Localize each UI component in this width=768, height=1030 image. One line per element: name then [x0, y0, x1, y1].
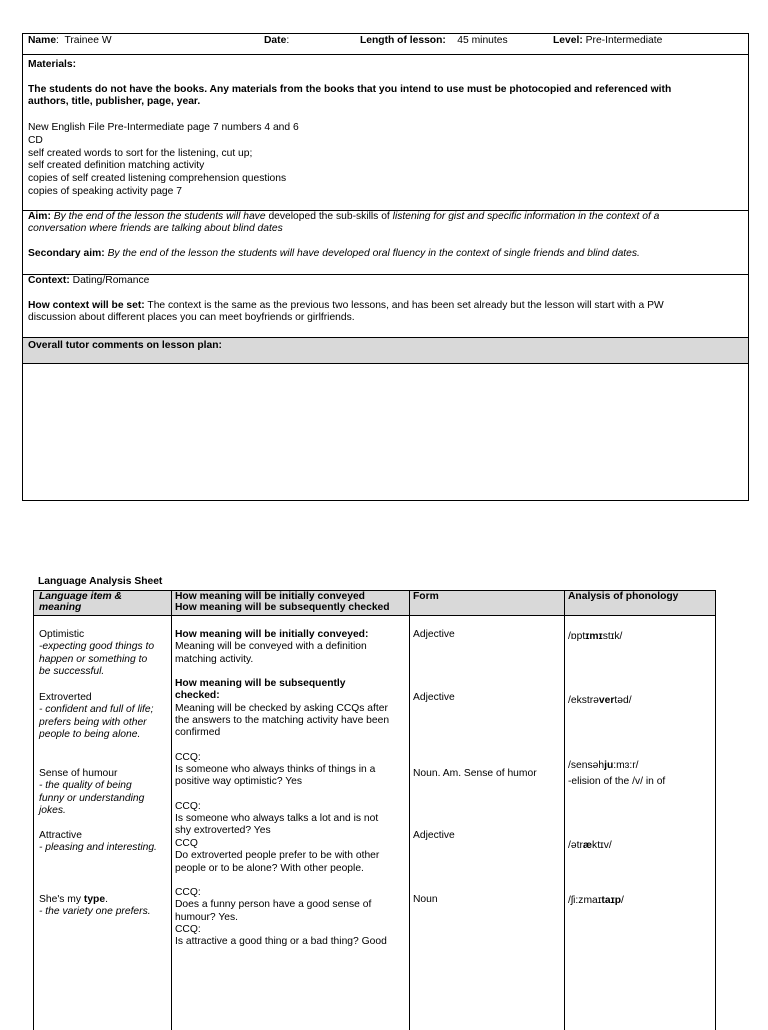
ccq-text: Is attractive a good thing or a bad thing? Good [175, 936, 387, 948]
form-cell: Adjective [413, 830, 455, 841]
stressed-syllable: ju [604, 760, 614, 771]
name-value: Trainee W [64, 35, 112, 46]
ccq-text: Is someone who always talks a lot and is not [175, 813, 379, 825]
item-term: Extroverted [39, 692, 92, 703]
header-meaning-checked: How meaning will be subsequently checked [175, 602, 390, 613]
materials-notice-line-1: The students do not have the books. Any materials from the books that you intend to use must be photocopied and referenced with [28, 84, 672, 95]
ccq-text: CCQ: [175, 923, 201, 935]
item-definition: - the quality of being [39, 780, 132, 792]
secondary-aim-text: By the end of the lesson the students will have developed oral fluency in the context of single friends and blind dates. [107, 248, 640, 259]
phonology-cell [568, 760, 639, 772]
date-field: Date: [264, 35, 290, 46]
phoneme: /ekstrə [568, 695, 599, 706]
item-term [39, 894, 169, 906]
header-language-item: Language item & [39, 591, 122, 602]
materials-item: copies of self created listening comprehension questions [28, 173, 287, 184]
meaning-method [175, 629, 407, 949]
ccq-text: CCQ [175, 837, 198, 849]
checked-heading: How meaning will be subsequently [175, 678, 346, 690]
column-divider [171, 591, 172, 1030]
level-field: Level: Pre-Intermediate [553, 35, 663, 46]
phoneme: /ɒpt [568, 631, 586, 642]
item-definition: prefers being with other [39, 716, 147, 728]
language-item [39, 830, 169, 855]
stressed-syllable: ɪmɪ [585, 631, 603, 642]
aim-text: listening for gist and specific information in the context of a [392, 211, 660, 222]
method-text: Meaning will be conveyed with a definition [175, 641, 367, 653]
phonology-cell [568, 895, 624, 907]
item-definition: - pleasing and interesting. [39, 842, 157, 854]
date-label: Date [264, 35, 287, 46]
item-term: Attractive [39, 830, 82, 841]
materials-item: New English File Pre-Intermediate page 7 numbers 4 and 6 [28, 122, 299, 133]
ccq-text: CCQ: [175, 886, 201, 898]
aim-label: Aim: [28, 211, 51, 222]
secondary-aim [28, 248, 640, 260]
secondary-aim-label: Secondary aim: [28, 248, 105, 259]
ccq-text: CCQ: [175, 751, 201, 763]
tutor-comments-header [23, 337, 748, 364]
term-suffix: . [105, 894, 108, 905]
checked-heading: checked: [175, 690, 220, 702]
phoneme: ktɪv/ [592, 840, 612, 851]
materials-item: CD [28, 135, 43, 146]
column-divider [564, 591, 565, 1030]
column-divider [409, 591, 410, 1030]
phoneme: təd/ [614, 695, 632, 706]
item-term: Sense of humour [39, 768, 118, 779]
language-item [39, 894, 169, 919]
length-value: 45 minutes [457, 35, 508, 46]
level-label: Level [553, 35, 580, 46]
phoneme: stɪk/ [602, 631, 623, 642]
lesson-plan-table [22, 33, 749, 501]
header-meaning-conveyed: How meaning will be initially conveyed [175, 591, 365, 602]
phonology-cell [568, 695, 632, 707]
form-cell: Adjective [413, 692, 455, 703]
phonology-note: -elision of the /v/ in of [568, 776, 666, 787]
phoneme: /sensəh [568, 760, 605, 771]
context-set-text: The context is the same as the previous two lessons, and has been set already but the lesson will start with a PW [147, 300, 664, 311]
method-text: confirmed [175, 727, 221, 739]
term-bold: type [83, 894, 106, 905]
item-definition: jokes. [39, 805, 66, 817]
header-phonology: Analysis of phonology [568, 591, 679, 602]
ccq-text: Is someone who always thinks of things in a [175, 764, 376, 776]
item-term: Optimistic [39, 629, 85, 640]
phonology-cell [568, 631, 622, 643]
item-definition: happen or something to [39, 653, 148, 665]
materials-heading: Materials: [28, 59, 77, 70]
header-form: Form [413, 591, 439, 602]
name-field: Name: Trainee W [28, 35, 112, 46]
ccq-text: shy extroverted? Yes [175, 825, 271, 837]
materials-item: copies of speaking activity page 7 [28, 186, 182, 197]
form-cell: Noun. Am. Sense of humor [413, 768, 537, 779]
item-definition: -expecting good things to [39, 641, 155, 653]
materials-item: self created words to sort for the listening, cut up; [28, 148, 253, 159]
ccq-text: positive way optimistic? Yes [175, 776, 303, 788]
form-cell: Noun [413, 894, 438, 905]
method-text: matching activity. [175, 653, 254, 665]
length-field: Length of lesson: 45 minutes [360, 35, 508, 46]
analysis-sheet-title: Language Analysis Sheet [38, 576, 163, 587]
phoneme: /ətr [568, 840, 583, 851]
stressed-syllable: æ [582, 840, 593, 851]
ccq-text: people or to be alone? With other people. [175, 862, 364, 874]
stressed-syllable: taɪp [601, 895, 622, 906]
term-prefix: She's my [39, 894, 84, 905]
length-label: Length of lesson [360, 35, 443, 46]
phonology-cell [568, 840, 612, 852]
item-definition: - confident and full of life; [39, 704, 154, 716]
form-cell: Adjective [413, 629, 455, 640]
ccq-text: CCQ: [175, 800, 201, 812]
tutor-comments-area [23, 364, 748, 500]
aim-text: developed the sub-skills of [268, 211, 390, 222]
ccq-text: humour? Yes. [175, 911, 238, 923]
item-definition: - the variety one prefers. [39, 906, 151, 918]
aim-text: By the end of the lesson the students will have [53, 211, 266, 222]
ccq-text: Do extroverted people prefer to be with other [175, 850, 380, 862]
language-item [39, 768, 169, 817]
method-text: the answers to the matching activity have been [175, 715, 390, 727]
tutor-comments-label: Overall tutor comments on lesson plan: [28, 340, 222, 351]
aim-line-1 [28, 211, 659, 223]
materials-notice-line-2: authors, title, publisher, page, year. [28, 96, 201, 107]
method-text: Meaning will be checked by asking CCQs after [175, 702, 388, 714]
phoneme: :mɜ:r/ [613, 760, 639, 771]
materials-item: self created definition matching activity [28, 160, 205, 171]
item-definition: funny or understanding [39, 792, 145, 804]
row-divider [23, 54, 748, 55]
language-item [39, 629, 169, 678]
aim-line-2: conversation where friends are talking about blind dates [28, 223, 283, 234]
context-set-line-2: discussion about different places you can meet boyfriends or girlfriends. [28, 312, 355, 323]
context-set-line-1 [28, 300, 664, 312]
item-definition: people to being alone. [39, 729, 141, 741]
header-meaning: meaning [39, 602, 82, 613]
context-value: Dating/Romance [72, 275, 150, 286]
phoneme: / [621, 895, 624, 906]
context-label: Context: [28, 275, 70, 286]
language-item [39, 692, 169, 741]
ccq-text: Does a funny person have a good sense of [175, 899, 372, 911]
name-label: Name [28, 35, 57, 46]
language-analysis-table [33, 590, 716, 1030]
context-set-label: How context will be set: [28, 300, 145, 311]
level-value: Pre-Intermediate [585, 35, 663, 46]
initial-heading: How meaning will be initially conveyed: [175, 629, 369, 640]
context [28, 275, 149, 287]
item-definition: be successful. [39, 666, 105, 678]
stressed-syllable: ver [598, 695, 615, 706]
phoneme: /ʃi:zmaɪ [568, 895, 602, 906]
